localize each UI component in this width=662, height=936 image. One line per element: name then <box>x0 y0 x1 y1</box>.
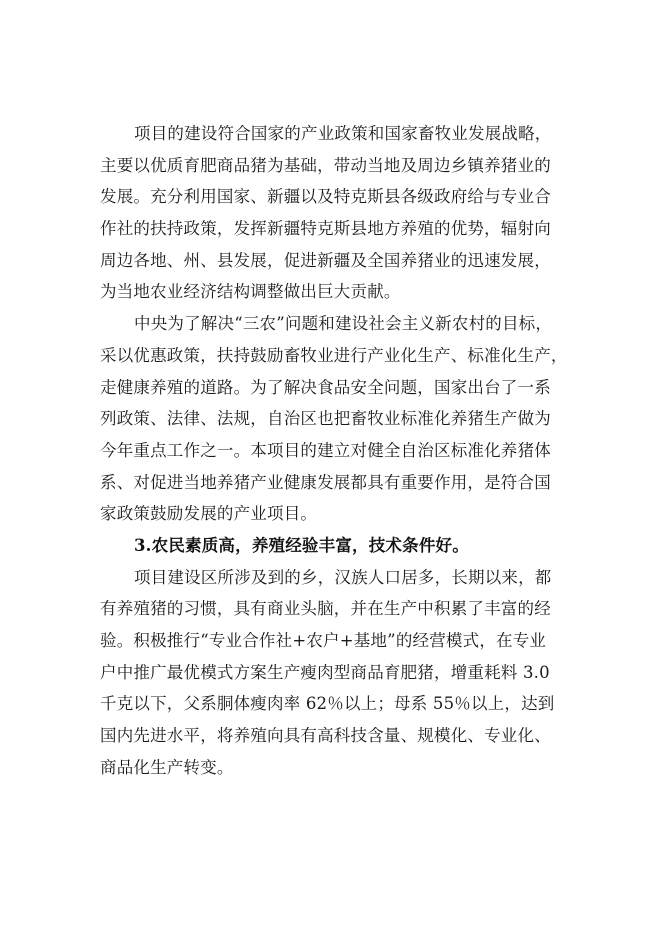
paragraph-farmer-experience <box>100 562 600 784</box>
paragraph-line: 系、对促进当地养猪产业健康发展都具有重要作用，是符合国 <box>100 472 551 492</box>
paragraph-line: 今年重点工作之一。本项目的建立对健全自治区标准化养猪体 <box>100 440 551 460</box>
paragraph-line: 主要以优质育肥商品猪为基础，带动当地及周边乡镇养猪业的 <box>100 155 551 175</box>
paragraph-line: 项目的建设符合国家的产业政策和国家畜牧业发展战略， <box>134 124 552 143</box>
paragraph-line: 列政策、法律、法规，自治区也把畜牧业标准化养猪生产做为 <box>100 409 551 429</box>
paragraph-line: 周边各地、州、县发展，促进新疆及全国养猪业的迅速发展， <box>100 250 551 270</box>
paragraph-line: 作社的扶持政策，发挥新疆特克斯县地方养殖的优势，辐射向 <box>100 219 551 239</box>
paragraph-policy-alignment <box>100 118 600 308</box>
paragraph-line: 家政策鼓励发展的产业项目。 <box>100 504 318 524</box>
paragraph-central-policy <box>100 308 600 530</box>
paragraph-line: 商品化生产转变。 <box>100 757 234 777</box>
paragraph-line: 有养殖猪的习惯，具有商业头脑，并在生产中积累了丰富的经 <box>100 599 551 619</box>
document-body <box>100 118 600 783</box>
paragraph-line: 千克以下，父系胴体瘦肉率 62％以上；母系 55％以上，达到 <box>100 694 555 714</box>
paragraph-line: 中央为了解决“三农”问题和建设社会主义新农村的目标， <box>134 314 553 334</box>
paragraph-line: 为当地农业经济结构调整做出巨大贡献。 <box>100 282 401 302</box>
paragraph-line: 采以优惠政策，扶持鼓励畜牧业进行产业化生产、标准化生产， <box>100 345 568 365</box>
section-heading: 3.农民素质高，养殖经验丰富，技术条件好。 <box>134 535 469 555</box>
paragraph-line: 走健康养殖的道路。为了解决食品安全问题，国家出台了一系 <box>100 377 551 397</box>
paragraph-line: 国内先进水平，将养殖向具有高科技含量、规模化、专业化、 <box>100 726 551 746</box>
paragraph-line: 户中推广最优模式方案生产瘦肉型商品育肥猪，增重耗料 3.0 <box>100 662 550 682</box>
paragraph-line: 项目建设区所涉及到的乡，汉族人口居多，长期以来，都 <box>134 567 552 587</box>
paragraph-line: 验。积极推行“专业合作社+农户+基地”的经营模式，在专业 <box>100 631 547 650</box>
paragraph-line: 发展。充分利用国家、新疆以及特克斯县各级政府给与专业合 <box>100 187 551 207</box>
